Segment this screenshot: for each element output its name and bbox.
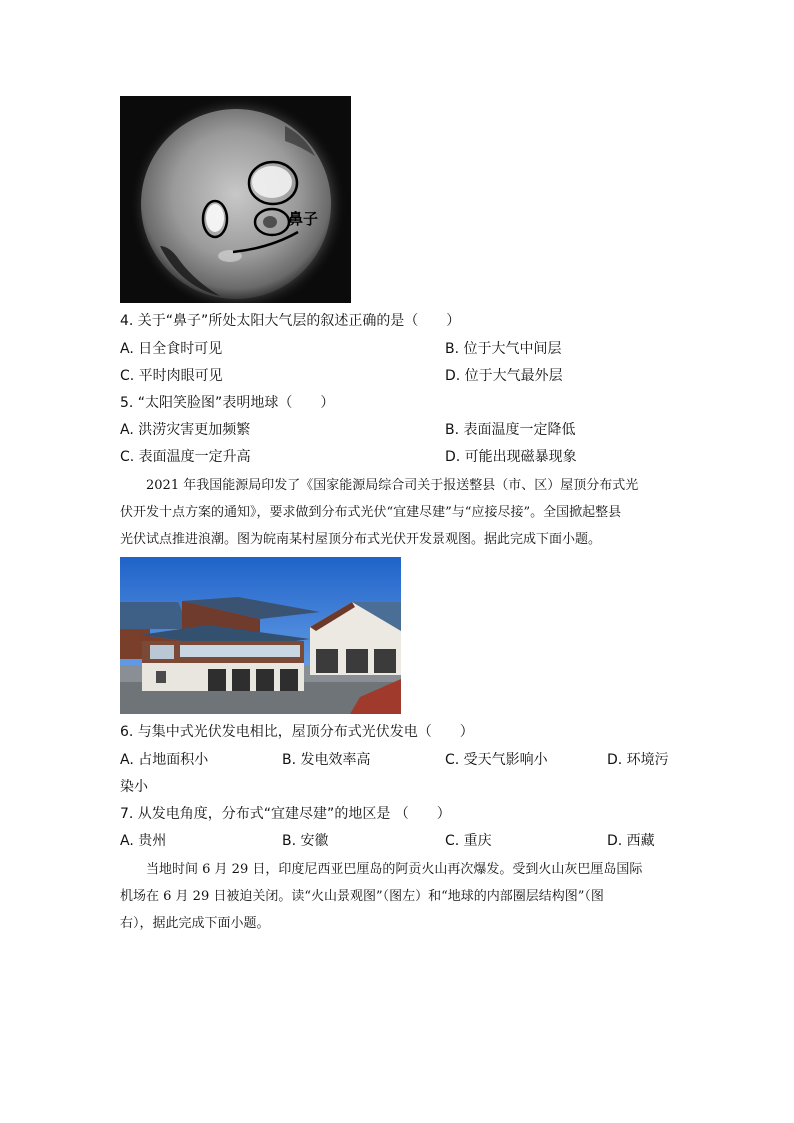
sun-image xyxy=(120,96,351,303)
q7-option-b[interactable]: B. 安徽 xyxy=(282,833,329,849)
q6-option-d[interactable]: D. 环境污 xyxy=(607,752,669,768)
passage-volcano xyxy=(120,856,676,937)
q6-stem: 6. 与集中式光伏发电相比，屋顶分布式光伏发电（ ） xyxy=(120,724,474,740)
rooftop-pv-figure xyxy=(120,557,401,714)
passage-pv-line3: 光伏试点推进浪潮。图为皖南某村屋顶分布式光伏开发景观图。据此完成下面小题。 xyxy=(120,532,602,547)
q6-option-d-wrap: 染小 xyxy=(120,779,148,795)
q4-stem: 4. 关于“鼻子”所处太阳大气层的叙述正确的是（ ） xyxy=(120,313,461,329)
rooftop-pv-image xyxy=(120,557,401,714)
q4-option-c[interactable]: C. 平时肉眼可见 xyxy=(120,368,223,384)
passage-pv-line1: 2021 年我国能源局印发了《国家能源局综合司关于报送整县（市、区）屋顶分布式光 xyxy=(146,478,639,493)
q6-option-b[interactable]: B. 发电效率高 xyxy=(282,752,371,768)
nose-label: 鼻子 xyxy=(288,210,319,228)
passage-volcano-line1: 当地时间 6 月 29 日，印度尼西亚巴厘岛的阿贡火山再次爆发。受到火山灰巴厘岛国际 xyxy=(146,862,643,877)
q7-stem: 7. 从发电角度，分布式“宜建尽建”的地区是 （ ） xyxy=(120,806,451,822)
passage-pv-line2: 伏开发十点方案的通知》，要求做到分布式光伏“宜建尽建”与“应接尽接”。全国掀起整县 xyxy=(120,505,622,520)
q5-stem: 5. “太阳笑脸图”表明地球（ ） xyxy=(120,395,335,411)
q5-option-d[interactable]: D. 可能出现磁暴现象 xyxy=(445,449,577,465)
passage-volcano-line3: 右），据此完成下面小题。 xyxy=(120,916,270,931)
passage-volcano-line2: 机场在 6 月 29 日被迫关闭。读“火山景观图”（图左）和“地球的内部圈层结构图”（图 xyxy=(120,889,604,904)
q6-option-a[interactable]: A. 占地面积小 xyxy=(120,752,209,768)
q7-option-d[interactable]: D. 西藏 xyxy=(607,833,655,849)
q7-option-c[interactable]: C. 重庆 xyxy=(445,833,492,849)
q4-option-a[interactable]: A. 日全食时可见 xyxy=(120,341,223,357)
sun-smile-figure xyxy=(120,96,351,303)
q6-option-c[interactable]: C. 受天气影响小 xyxy=(445,752,548,768)
q5-option-b[interactable]: B. 表面温度一定降低 xyxy=(445,422,576,438)
q5-option-a[interactable]: A. 洪涝灾害更加频繁 xyxy=(120,422,251,438)
q7-option-a[interactable]: A. 贵州 xyxy=(120,833,167,849)
q4-option-b[interactable]: B. 位于大气中间层 xyxy=(445,341,562,357)
passage-pv xyxy=(120,472,676,553)
q4-option-d[interactable]: D. 位于大气最外层 xyxy=(445,368,563,384)
q5-option-c[interactable]: C. 表面温度一定升高 xyxy=(120,449,251,465)
